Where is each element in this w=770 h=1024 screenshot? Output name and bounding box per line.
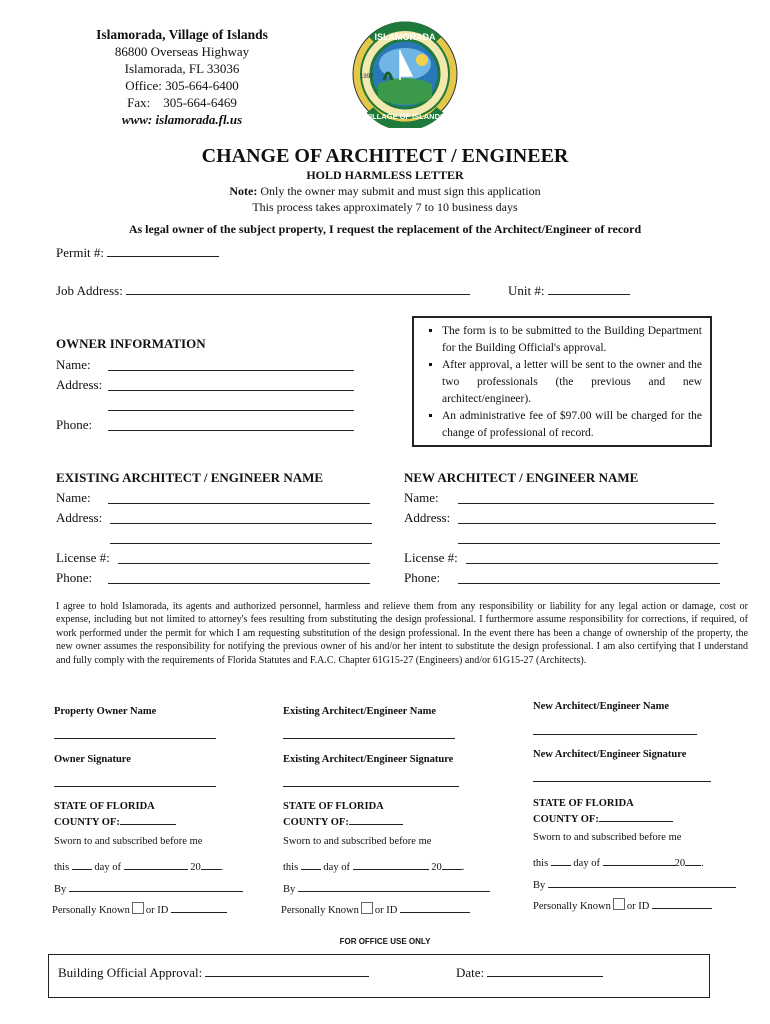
note-line [0,184,770,199]
by-label: By [533,880,546,891]
month-input[interactable] [603,854,675,866]
seal-bottom-text: VILLAGE OF ISLANDS [364,112,446,121]
permit-label: Permit #: [56,245,105,260]
fax-number: Fax: 305-664-6469 [127,95,237,110]
office-phone: Office: 305-664-6400 [125,78,239,93]
notary-by-line [54,880,243,895]
notary-id-line [52,901,227,916]
new-phone-input[interactable] [458,572,720,584]
id-input[interactable] [652,897,712,909]
personally-known-checkbox[interactable] [361,902,373,914]
existing-heading: EXISTING ARCHITECT / ENGINEER NAME [56,470,324,485]
personally-known-checkbox[interactable] [132,902,144,914]
unit-input[interactable] [548,283,630,295]
owner-signature-label: Owner Signature [54,754,131,765]
existing-name-sig-label: Existing Architect/Engineer Name [283,706,437,717]
process-time: This process takes approximately 7 to 10 business days [252,200,518,214]
existing-license-input[interactable] [118,552,370,564]
existing-phone-label: Phone: [56,570,93,585]
year-input[interactable] [201,858,221,870]
request-statement: As legal owner of the subject property, I request the replacement of the Architect/Engineer of record [128,222,642,236]
owner-name-sig-label: Property Owner Name [54,706,157,717]
building-official-label: Building Official Approval: [58,965,203,980]
instruction-item: ▪ The form is to be submitted to the Building Department for the Building Official's approval. [442,323,710,357]
day-of-label: day of [94,862,121,873]
notary-block-existing [283,800,403,829]
personally-known-label: Personally Known [533,901,611,912]
notary-sworn: Sworn to and subscribed before me [283,836,432,847]
form-subtitle: HOLD HARMLESS LETTER [306,168,464,182]
year-prefix: 20 [674,858,686,869]
building-official-input[interactable] [205,965,369,977]
owner-name-input[interactable] [108,359,354,371]
existing-phone-input[interactable] [108,572,370,584]
notary-county: COUNTY OF: [533,814,599,825]
by-input[interactable] [548,876,736,888]
existing-address-input-2[interactable] [110,532,372,544]
instruction-item: ▪ After approval, a letter will be sent to the owner and the two professionals (the previous and new architect/engineer). [442,357,710,408]
owner-name-label: Name: [56,357,91,372]
new-address-input-2[interactable] [458,532,720,544]
building-official-field [58,965,369,981]
website: www: islamorada.fl.us [121,112,243,127]
notary-county: COUNTY OF: [54,817,120,828]
note-label: Note: [229,184,258,198]
id-input[interactable] [171,901,227,913]
existing-printed-name-input[interactable] [283,727,455,739]
personally-known-label: Personally Known [281,905,359,916]
notary-sworn: Sworn to and subscribed before me [54,836,203,847]
owner-heading: OWNER INFORMATION [56,336,206,351]
notary-county-input[interactable] [599,810,673,822]
notary-by-line [283,880,490,895]
personally-known-label: Personally Known [52,905,130,916]
notary-county-input[interactable] [120,813,176,825]
year-prefix: 20 [431,862,442,873]
new-license-label: License #: [404,550,458,565]
existing-license-label: License #: [56,550,110,565]
approval-date-input[interactable] [487,965,603,977]
job-address-input[interactable] [126,283,470,295]
approval-date-field [456,965,603,981]
new-license-input[interactable] [466,552,718,564]
notary-date-line: this day of 20 . [54,858,223,873]
new-name-sig-label: New Architect/Engineer Name [533,701,670,712]
village-seal-logo [350,20,460,128]
notary-county: COUNTY OF: [283,817,349,828]
permit-input[interactable] [107,245,219,257]
notary-by-line [533,876,736,891]
year-prefix: 20 [190,862,201,873]
new-heading: NEW ARCHITECT / ENGINEER NAME [404,470,639,485]
notary-state: STATE OF FLORIDA [283,801,384,812]
day-of-label: day of [323,862,350,873]
owner-printed-name-input[interactable] [54,727,216,739]
by-input[interactable] [298,880,490,892]
month-input[interactable] [124,858,188,870]
notary-state: STATE OF FLORIDA [54,801,155,812]
by-label: By [54,884,67,895]
office-use-heading: FOR OFFICE USE ONLY [339,937,431,946]
notary-id-line [281,901,470,916]
new-name-label: Name: [404,490,439,505]
day-of-label: day of [573,858,600,869]
day-input[interactable] [551,854,571,866]
instructions-box [412,316,712,447]
owner-phone-label: Phone: [56,417,93,432]
notary-block-owner [54,800,176,829]
form-title: CHANGE OF ARCHITECT / ENGINEER [201,145,569,167]
note-text: Only the owner may submit and must sign this application [257,184,541,198]
this-label: this [533,858,549,869]
or-id-label: or ID [374,905,398,916]
owner-address-input-2[interactable] [108,399,354,411]
existing-name-input[interactable] [108,492,370,504]
owner-address-input[interactable] [108,379,354,391]
new-signature-input[interactable] [533,770,711,782]
instructions-list [414,323,710,442]
or-id-label: or ID [626,901,650,912]
new-phone-label: Phone: [404,570,441,585]
new-address-label: Address: [404,510,451,525]
year-input[interactable] [442,858,462,870]
address-line-2: Islamorada, FL 33036 [124,61,240,76]
by-input[interactable] [69,880,243,892]
personally-known-checkbox[interactable] [613,898,625,910]
or-id-label: or ID [145,905,169,916]
hold-harmless-agreement: I agree to hold Islamorada, its agents and authorized personnel, harmless and relieve them from any responsibility or liability for any legal action or damage, cost or expense, including but not limited to attorney's fees resulting from substituting the design professional. I furthermore assume responsibility for corrections, if required, of work performed under the permit for which I am requesting substitution of the design professional. In the event there has been a change of ownership of the property, the new owner assumes the responsibility for notifying the previous owner of his and/or her intent to substitute the design professional. I am also certifying that I understand and fully comply with the requirements of Florida Statutes and F.A.C. Chapter 61G15-27 (Engineers) and/or 61G15-27 (Architects). [56,601,748,666]
this-label: this [283,862,299,873]
job-address-label: Job Address: [56,283,123,298]
owner-phone-input[interactable] [108,419,354,431]
day-input[interactable] [301,858,321,870]
owner-signature-input[interactable] [54,775,216,787]
existing-signature-label: Existing Architect/Engineer Signature [283,754,454,765]
permit-field [56,245,219,261]
unit-field [508,283,630,299]
notary-sworn: Sworn to and subscribed before me [533,832,682,843]
notary-block-new [533,797,673,826]
by-label: By [283,884,296,895]
notary-date-line: this day of 20 . [283,858,464,873]
notary-state: STATE OF FLORIDA [533,798,634,809]
org-name: Islamorada, Village of Islands [96,27,268,42]
existing-signature-input[interactable] [283,775,459,787]
existing-address-input[interactable] [110,512,372,524]
this-label: this [54,862,70,873]
owner-address-label: Address: [56,377,103,392]
new-signature-label: New Architect/Engineer Signature [533,749,687,760]
existing-name-label: Name: [56,490,91,505]
unit-label: Unit #: [508,283,545,298]
address-line-1: 86800 Overseas Highway [114,44,250,59]
year-input[interactable] [685,854,701,866]
notary-id-line [533,897,712,912]
new-name-input[interactable] [458,492,714,504]
day-input[interactable] [72,858,92,870]
new-address-input[interactable] [458,512,716,524]
seal-year: 1997 [360,74,374,80]
date-label: Date: [456,965,485,980]
village-header [72,26,292,128]
new-printed-name-input[interactable] [533,723,697,735]
seal-top-text: ISLAMORADA [374,32,436,42]
office-use-box [48,954,710,998]
existing-address-label: Address: [56,510,103,525]
notary-county-input[interactable] [349,813,403,825]
notary-date-line: this day of 20 . [533,854,704,869]
month-input[interactable] [353,858,429,870]
instruction-item: ▪ An administrative fee of $97.00 will be charged for the change of professional of record. [442,408,710,442]
job-address-field [56,283,470,299]
id-input[interactable] [400,901,470,913]
